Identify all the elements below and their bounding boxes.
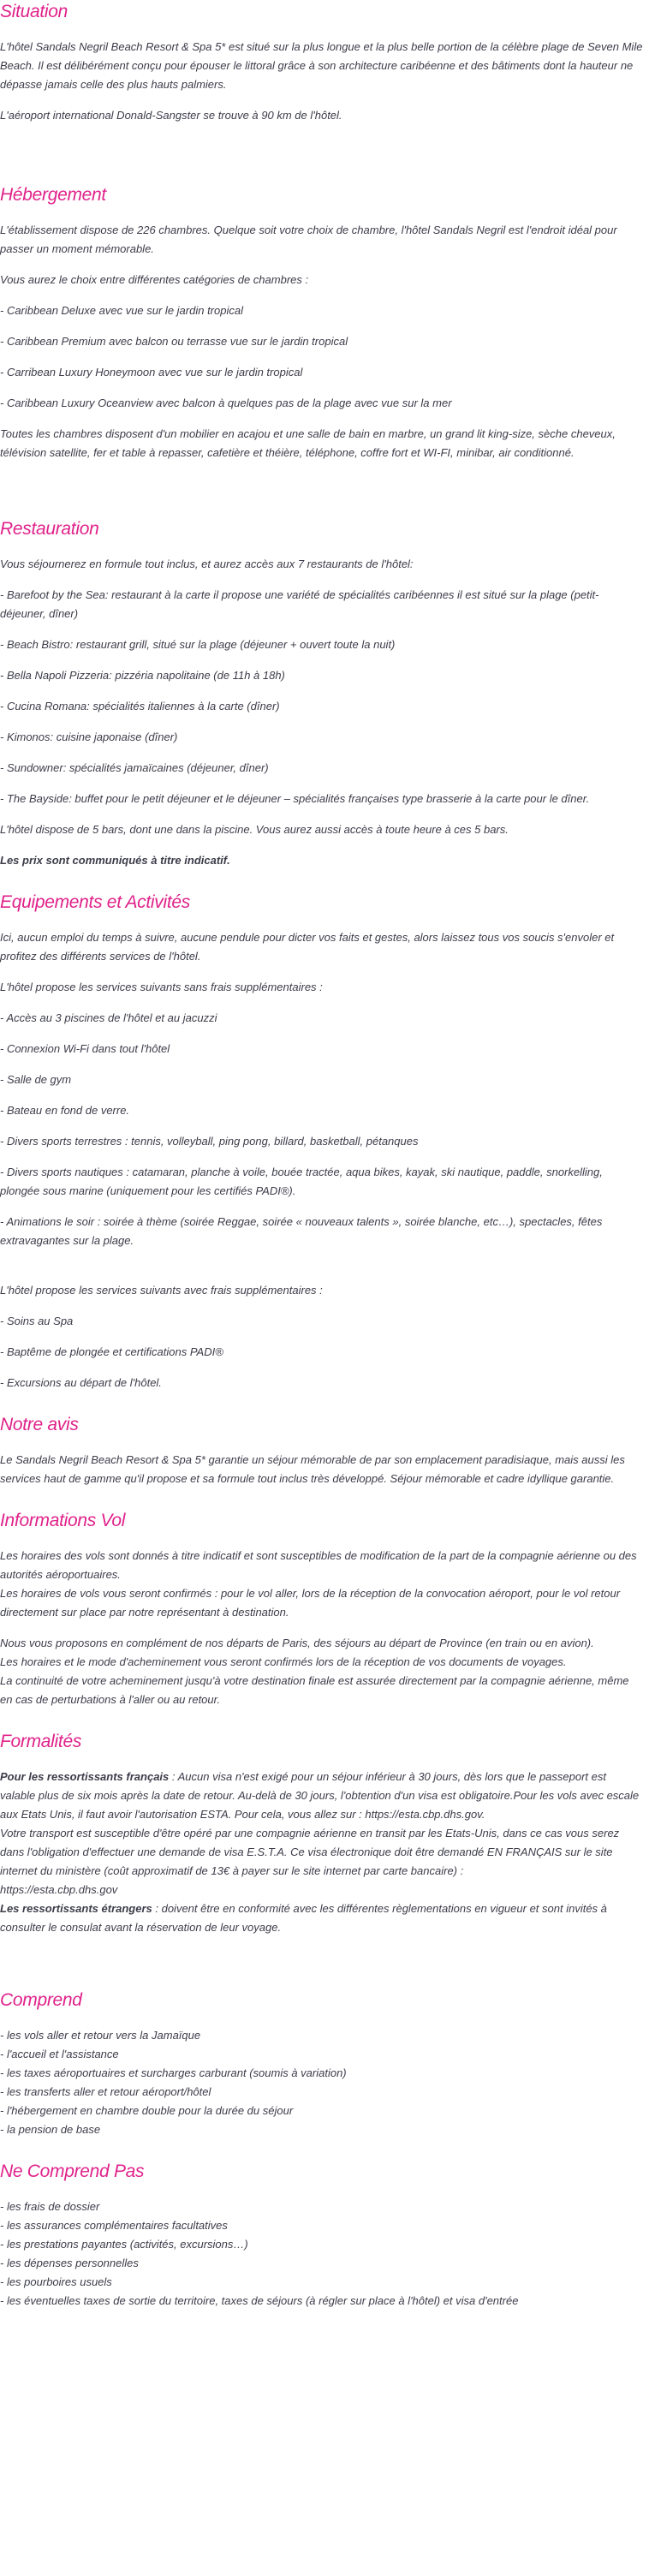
restaurant-item: - The Bayside: buffet pour le petit déjeuner et le déjeuner – spécialités françaises type brasserie à la carte pour le dîner. <box>0 792 590 805</box>
list-item: - les taxes aéroportuaires et surcharges carburant (soumis à variation) <box>0 2066 347 2079</box>
list-item: - les transferts aller et retour aéroport/hôtel <box>0 2085 211 2098</box>
french-nationals-text: : Aucun visa n'est exigé pour un séjour inférieur à 30 jours, dès lors que le passeport est valable plus de six mois après la date de retour. Au-delà de 30 jours, l'obtention d'un visa est obligatoire.Pour les vols avec escale aux Etats Unis, il faut avoir l'autorisation ESTA. Pour cela, vous allez sur : https://esta.cbp.dhs.gov. <box>0 1770 640 1821</box>
esta-transit-paragraph: Votre transport est susceptible d'être opéré par une compagnie aérienne en transit par les Etats-Unis, dans ce cas vous serez dans l'obligation d'effectuer une demande de visa E.S.T.A. Ce visa électronique doit être demandé EN FRANÇAIS sur le site internet du ministère (coût approximatif de 13€ à payer sur le site internet par carte bancaire) : <box>0 1827 620 1877</box>
restaurant-item: - Beach Bistro: restaurant grill, situé sur la plage (déjeuner + ouvert toute la nuit) <box>0 638 396 651</box>
restauration-title: Restauration <box>0 519 99 539</box>
formalites-title: Formalités <box>0 1732 82 1751</box>
excluded-list <box>0 2197 644 2311</box>
room-item: - Caribbean Luxury Oceanview avec balcon à quelques pas de la plage avec vue sur la mer <box>0 397 452 409</box>
paid-service-item: - Baptême de plongée et certifications PADI® <box>0 1345 223 1358</box>
restaurant-item: - Kimonos: cuisine japonaise (dîner) <box>0 730 178 743</box>
paid-service-item: - Excursions au départ de l'hôtel. <box>0 1376 162 1389</box>
comprend-section <box>0 1990 649 2139</box>
french-nationals-label: Pour les ressortissants français <box>0 1770 170 1783</box>
list-item: - les vols aller et retour vers la Jamaïque <box>0 2029 201 2042</box>
paid-service-item: - Soins au Spa <box>0 1315 74 1327</box>
list-item: - l'accueil et l'assistance <box>0 2048 119 2060</box>
foreign-nationals-text: : doivent être en conformité avec les différentes règlementations en vigueur et sont invités à consulter le consulat avant la réservation de leur voyage. <box>0 1902 607 1934</box>
hebergement-intro: L'établissement dispose de 226 chambres. Quelque soit votre choix de chambre, l'hôtel Sandals Negril est l'endroit idéal pour passer un moment mémorable. <box>0 224 617 255</box>
equipements-title: Equipements et Activités <box>0 892 190 912</box>
bars-paragraph: L'hôtel dispose de 5 bars, dont une dans la piscine. Vous aurez aussi accès à toute heure à ces 5 bars. <box>0 823 509 836</box>
free-service-item: - Divers sports nautiques : catamaran, planche à voile, bouée tractée, aqua bikes, kayak, ski nautique, paddle, snorkelling, plongée sous marine (uniquement pour les certifiés PADI®). <box>0 1166 603 1197</box>
foreign-nationals-paragraph <box>0 1899 644 1937</box>
hebergement-choice: Vous aurez le choix entre différentes catégories de chambres : <box>0 273 309 286</box>
vol-line: Les horaires de vols vous seront confirmés : pour le vol aller, lors de la réception de la convocation aéroport, pour le vol retour directement sur place par notre représentant à destination. <box>0 1587 621 1619</box>
avis-text: Le Sandals Negril Beach Resort & Spa 5* garantie un séjour mémorable de par son emplacement paradisiaque, mais aussi les services haut de gamme qu'il propose et sa formule tout inclus très développé. Séjour mémorable et cadre idyllique garantie. <box>0 1453 625 1485</box>
list-item: - les dépenses personnelles <box>0 2257 139 2269</box>
free-service-item: - Salle de gym <box>0 1073 72 1086</box>
list-item: - la pension de base <box>0 2123 101 2136</box>
list-item: - les éventuelles taxes de sortie du territoire, taxes de séjours (à régler sur place à l'hôtel) et visa d'entrée <box>0 2294 519 2307</box>
hebergement-section <box>0 185 649 462</box>
french-nationals-paragraph <box>0 1768 644 1824</box>
free-service-item: - Connexion Wi-Fi dans tout l'hôtel <box>0 1042 170 1055</box>
equipements-intro: Ici, aucun emploi du temps à suivre, aucune pendule pour dicter vos faits et gestes, alors laissez tous vos soucis s'envoler et profitez des différents services de l'hôtel. <box>0 931 615 963</box>
list-item: - les pourboires usuels <box>0 2275 112 2288</box>
free-service-item: - Animations le soir : soirée à thème (soirée Reggae, soirée « nouveaux talents », soirée blanche, etc…), spectacles, fêtes extravagantes sur la plage. <box>0 1215 603 1247</box>
room-item: - Caribbean Premium avec balcon ou terrasse vue sur le jardin tropical <box>0 335 348 348</box>
restaurant-item: - Bella Napoli Pizzeria: pizzéria napolitaine (de 11h à 18h) <box>0 669 285 682</box>
included-list <box>0 2026 644 2139</box>
list-item: - l'hébergement en chambre double pour la durée du séjour <box>0 2104 294 2117</box>
foreign-nationals-label: Les ressortissants étrangers <box>0 1902 152 1915</box>
restaurant-item: - Barefoot by the Sea: restaurant à la carte il propose une variété de spécialités caribéennes il est situé sur la plage (petit-déjeuner, dîner) <box>0 588 599 620</box>
room-item: - Caribbean Deluxe avec vue sur le jardin tropical <box>0 304 243 317</box>
vol-section <box>0 1511 649 1709</box>
list-item: - les frais de dossier <box>0 2200 100 2213</box>
list-item: - les prestations payantes (activités, excursions…) <box>0 2238 248 2251</box>
esta-url: https://esta.cbp.dhs.gov <box>0 1883 118 1896</box>
hebergement-outro: Toutes les chambres disposent d'un mobilier en acajou et une salle de bain en marbre, un grand lit king-size, sèche cheveux, télévision satellite, fer et table à repasser, cafetière et théière, téléphone, coffre fort et WI-FI, minibar, air conditionné. <box>0 427 616 459</box>
vol-line: Les horaires et le mode d'acheminement vous seront confirmés lors de la réception de vos documents de voyages. <box>0 1655 567 1668</box>
paid-services-intro: L'hôtel propose les services suivants avec frais supplémentaires : <box>0 1284 323 1297</box>
comprend-title: Comprend <box>0 1990 82 2010</box>
hebergement-title: Hébergement <box>0 185 106 205</box>
free-service-item: - Bateau en fond de verre. <box>0 1104 130 1117</box>
airport-paragraph: L'aéroport international Donald-Sangster se trouve à 90 km de l'hôtel. <box>0 109 342 122</box>
avis-title: Notre avis <box>0 1415 79 1434</box>
restaurant-item: - Cucina Romana: spécialités italiennes à la carte (dîner) <box>0 700 280 713</box>
free-service-item: - Accès au 3 piscines de l'hôtel et au jacuzzi <box>0 1011 217 1024</box>
avis-section <box>0 1415 649 1488</box>
room-item: - Carribean Luxury Honeymoon avec vue sur le jardin tropical <box>0 366 303 379</box>
vol-title: Informations Vol <box>0 1511 126 1530</box>
ne-comprend-section <box>0 2162 649 2311</box>
situation-title: Situation <box>0 2 68 21</box>
vol-line: La continuité de votre acheminement jusqu'à votre destination finale est assurée directement par la compagnie aérienne, même en cas de perturbations à l'aller ou au retour. <box>0 1674 629 1706</box>
price-note: Les prix sont communiqués à titre indicatif. <box>0 854 230 867</box>
ne-comprend-title: Ne Comprend Pas <box>0 2162 145 2181</box>
equipements-section <box>0 892 649 1392</box>
vol-line: Nous vous proposons en complément de nos départs de Paris, des séjours au départ de Province (en train ou en avion). <box>0 1637 594 1649</box>
situation-paragraph: L'hôtel Sandals Negril Beach Resort & Spa 5* est situé sur la plus longue et la plus belle portion de la célèbre plage de Seven Mile Beach. Il est délibérément conçu pour épouser le littoral grâce à son architecture caribéenne et des bâtiments dont la hauteur ne dépasse jamais celle des plus hauts palmiers. <box>0 40 643 91</box>
restauration-intro: Vous séjournerez en formule tout inclus, et aurez accès aux 7 restaurants de l'hôtel: <box>0 558 414 570</box>
formalites-section <box>0 1732 649 1937</box>
restaurant-item: - Sundowner: spécialités jamaïcaines (déjeuner, dîner) <box>0 761 269 774</box>
restauration-section <box>0 519 649 870</box>
free-services-intro: L'hôtel propose les services suivants sans frais supplémentaires : <box>0 981 323 993</box>
free-service-item: - Divers sports terrestres : tennis, volleyball, ping pong, billard, basketball, pétanques <box>0 1135 419 1148</box>
list-item: - les assurances complémentaires facultatives <box>0 2219 228 2232</box>
vol-line: Les horaires des vols sont donnés à titre indicatif et sont susceptibles de modification de la part de la compagnie aérienne ou des autorités aéroportuaires. <box>0 1549 637 1581</box>
situation-section <box>0 0 649 125</box>
